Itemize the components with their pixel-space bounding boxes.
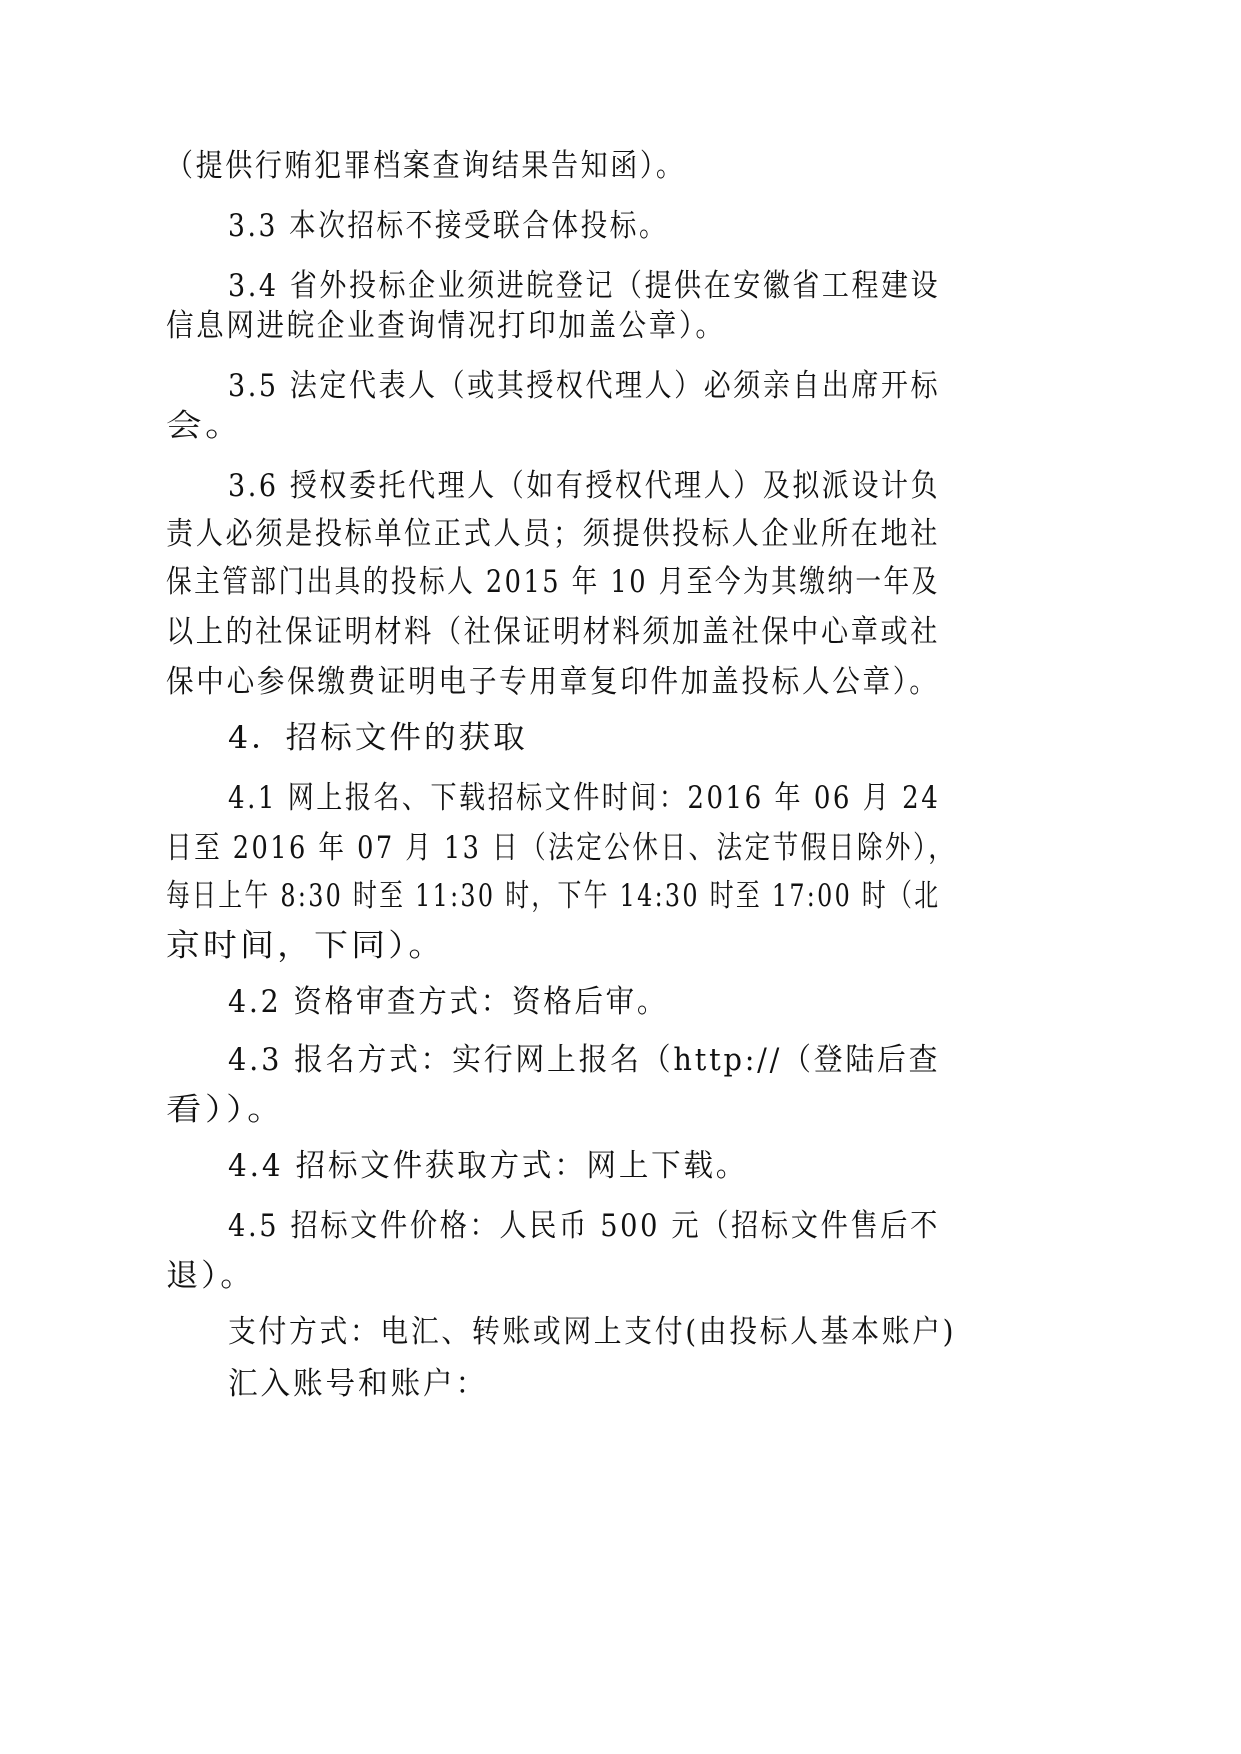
text-line-18: 4.3 报名方式：实行网上报名（http://（登陆后查	[228, 1042, 941, 1078]
text-line-21: 4.5 招标文件价格：人民币 500 元（招标文件售后不	[228, 1208, 941, 1244]
section-heading-4: 4．招标文件的获取	[228, 720, 528, 756]
text-line-3: 3.4 省外投标企业须进皖登记（提供在安徽省工程建设	[228, 268, 941, 304]
text-line-6: 会。	[166, 408, 245, 444]
text-line-24: 汇入账号和账户：	[228, 1366, 489, 1402]
text-line-14: 日至 2016 年 07 月 13 日（法定公休日、法定节假日除外），	[166, 830, 957, 866]
text-line-9: 保主管部门出具的投标人 2015 年 10 月至今为其缴纳一年及	[166, 564, 940, 600]
text-line-15: 每日上午 8:30 时至 11:30 时，下午 14:30 时至 17:00 时（北	[166, 878, 941, 914]
text-line-5: 3.5 法定代表人（或其授权代理人）必须亲自出席开标	[228, 368, 941, 404]
text-line-23: 支付方式：电汇、转账或网上支付(由投标人基本账户)	[228, 1314, 957, 1350]
text-line-17: 4.2 资格审查方式：资格后审。	[228, 984, 669, 1020]
text-line-22: 退）。	[166, 1258, 256, 1294]
text-line-13: 4.1 网上报名、下载招标文件时间：2016 年 06 月 24	[228, 780, 941, 816]
text-line-8: 责人必须是投标单位正式人员；须提供投标人企业所在地社	[166, 516, 941, 552]
text-line-4: 信息网进皖企业查询情况打印加盖公章）。	[166, 308, 726, 344]
text-line-1: （提供行贿犯罪档案查询结果告知函）。	[166, 148, 686, 184]
text-line-7: 3.6 授权委托代理人（如有授权代理人）及拟派设计负	[228, 468, 941, 504]
text-line-2: 3.3 本次招标不接受联合体投标。	[228, 208, 669, 244]
text-line-20: 4.4 招标文件获取方式：网上下载。	[228, 1148, 749, 1184]
text-line-19: 看））。	[166, 1092, 287, 1128]
text-line-16: 京时间，下同）。	[166, 928, 446, 964]
text-line-10: 以上的社保证明材料（社保证明材料须加盖社保中心章或社	[166, 614, 941, 650]
text-line-11: 保中心参保缴费证明电子专用章复印件加盖投标人公章）。	[166, 664, 940, 700]
